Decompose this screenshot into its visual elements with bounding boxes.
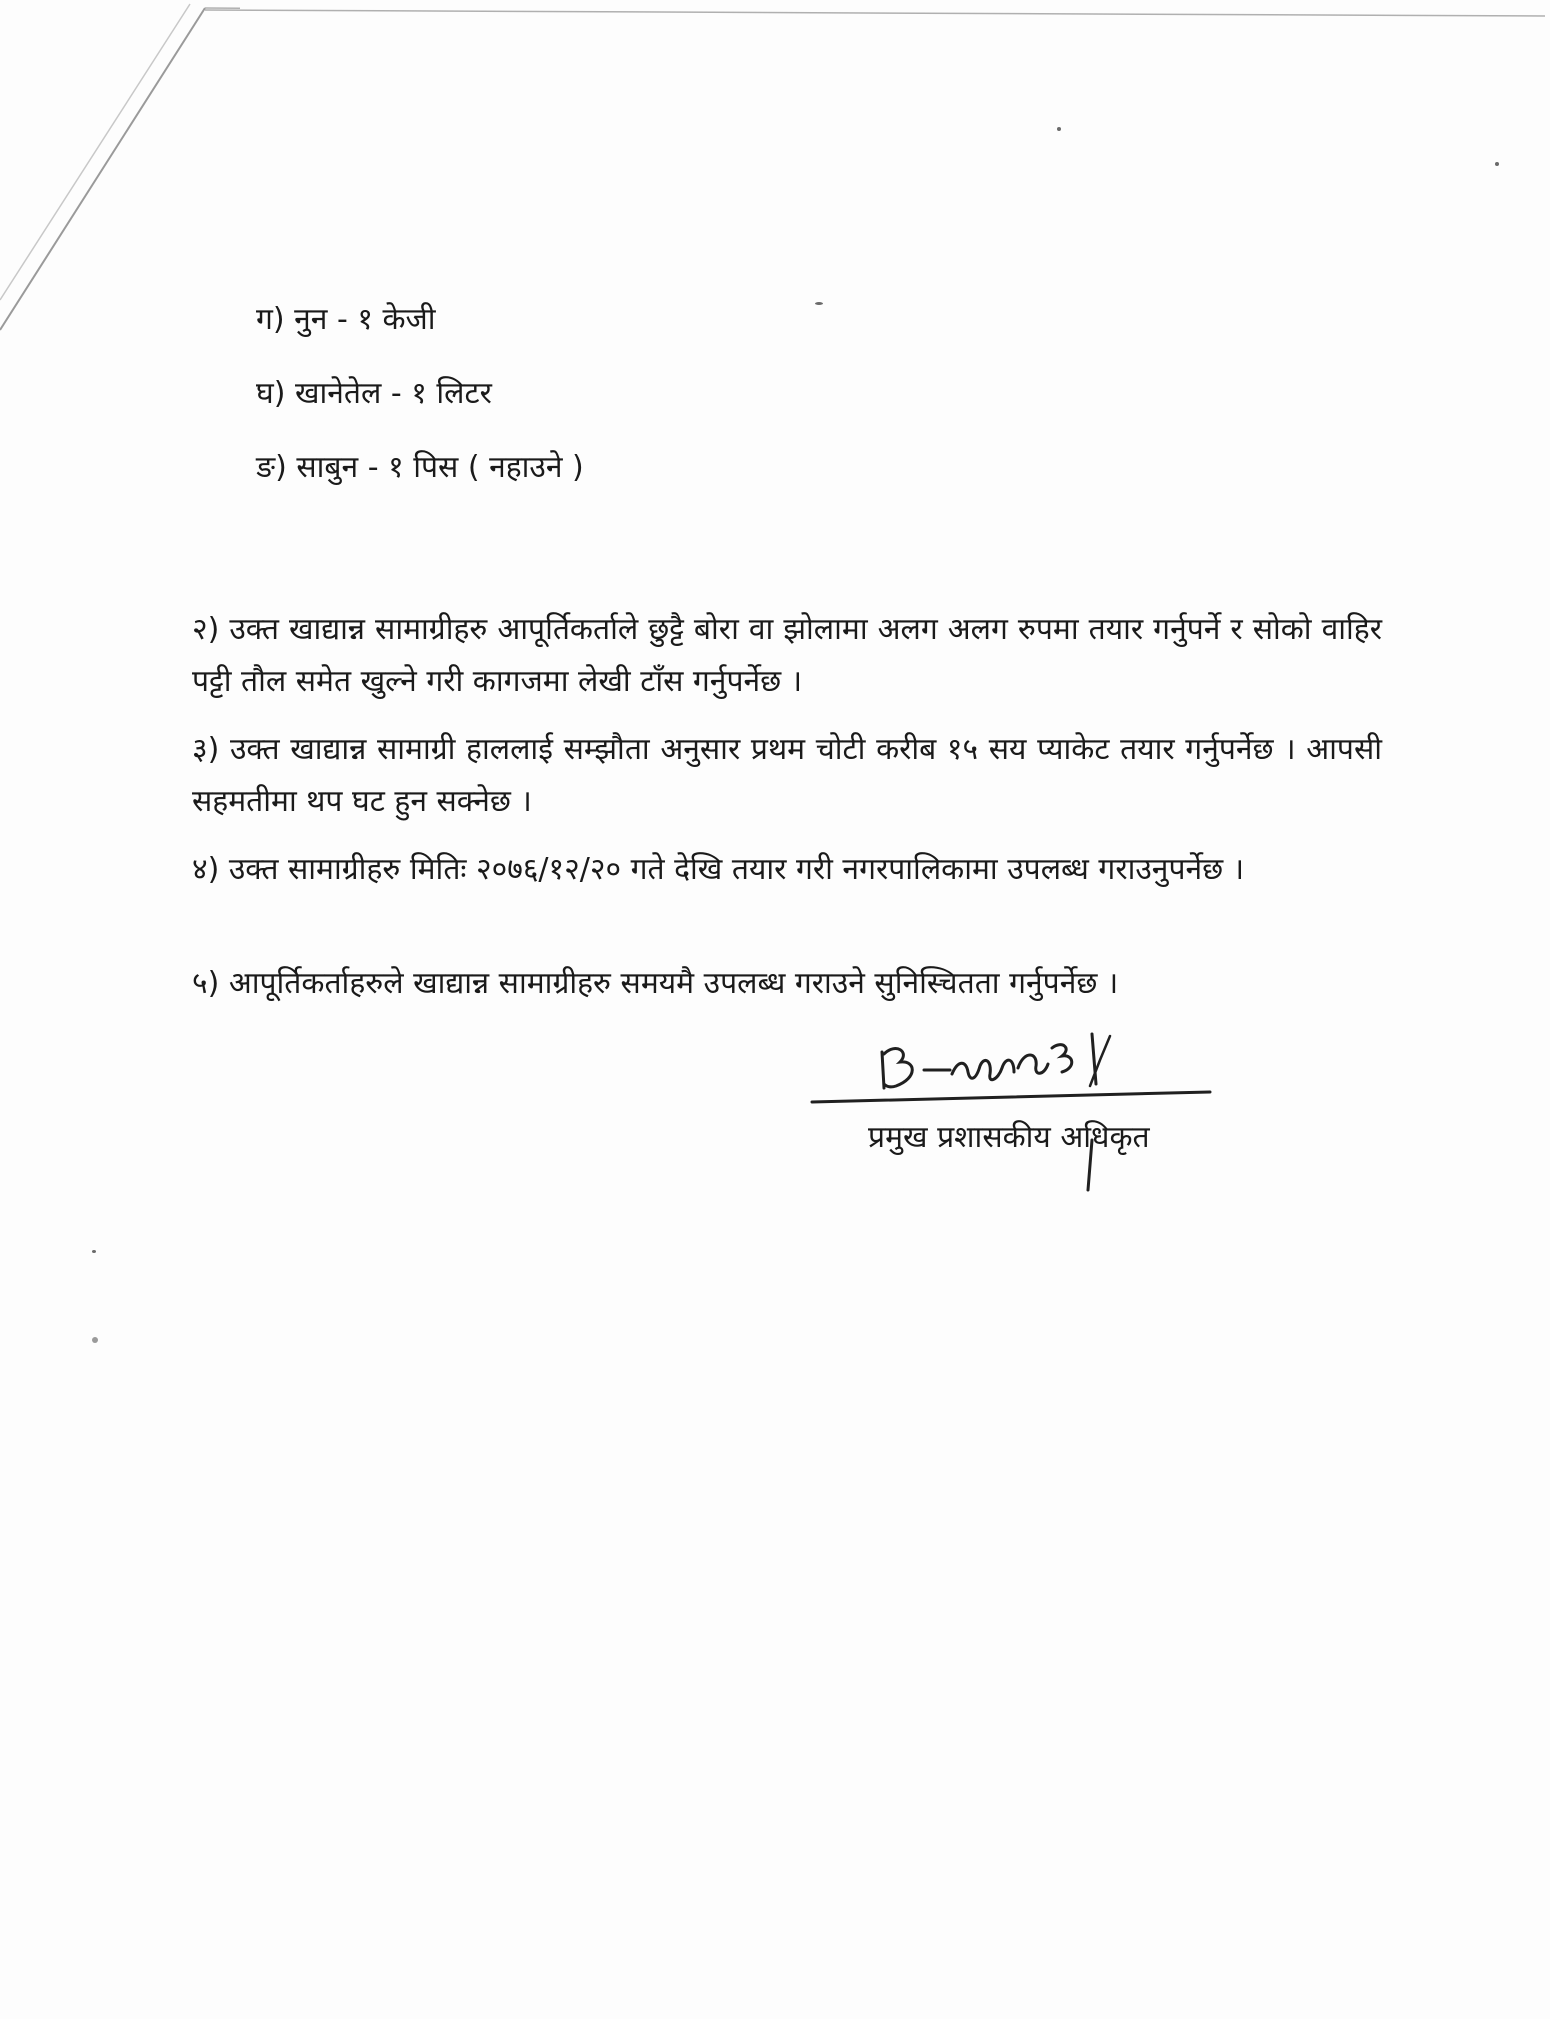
paragraph-4: ४) उक्त सामाग्रीहरु मितिः २०७६/१२/२० गते देखि तयार गरी नगरपालिकामा उपलब्ध गराउनुपर्नेछ । bbox=[192, 852, 1245, 887]
signatory-title: प्रमुख प्रशासकीय अधिकृत bbox=[868, 1120, 1150, 1155]
list-item-cooking-oil: घ) खानेतेल - १ लिटर bbox=[256, 376, 492, 411]
scan-speck bbox=[92, 1250, 96, 1253]
paragraph-5: ५) आपूर्तिकर्ताहरुले खाद्यान्न सामाग्रीहरु समयमै उपलब्ध गराउने सुनिस्चितता गर्नुपर्नेछ । bbox=[192, 966, 1119, 1001]
corner-fold-mark bbox=[0, 0, 240, 340]
list-item-soap: ङ) साबुन - १ पिस ( नहाउने ) bbox=[256, 450, 584, 485]
scan-speck bbox=[1495, 162, 1499, 166]
list-item-salt: ग) नुन - १ केजी bbox=[256, 302, 436, 337]
scan-speck bbox=[1057, 127, 1061, 131]
scan-speck bbox=[815, 302, 823, 305]
scan-speck bbox=[92, 1337, 98, 1343]
top-edge-line bbox=[205, 8, 1545, 20]
paragraph-3: ३) उक्त खाद्यान्न सामाग्री हाललाई सम्झौता अनुसार प्रथम चोटी करीब १५ सय प्याकेट तयार गर्नुपर्नेछ । आपसी सहमतीमा थप घट हुन सक्नेछ । bbox=[192, 732, 1382, 819]
paragraph-2: २) उक्त खाद्यान्न सामाग्रीहरु आपूर्तिकर्ताले छुट्टै बोरा वा झोलामा अलग अलग रुपमा तयार गर्नुपर्ने र सोको वाहिर पट्टी तौल समेत खुल्ने गरी कागजमा लेखी टाँस गर्नुपर्नेछ । bbox=[192, 612, 1382, 699]
